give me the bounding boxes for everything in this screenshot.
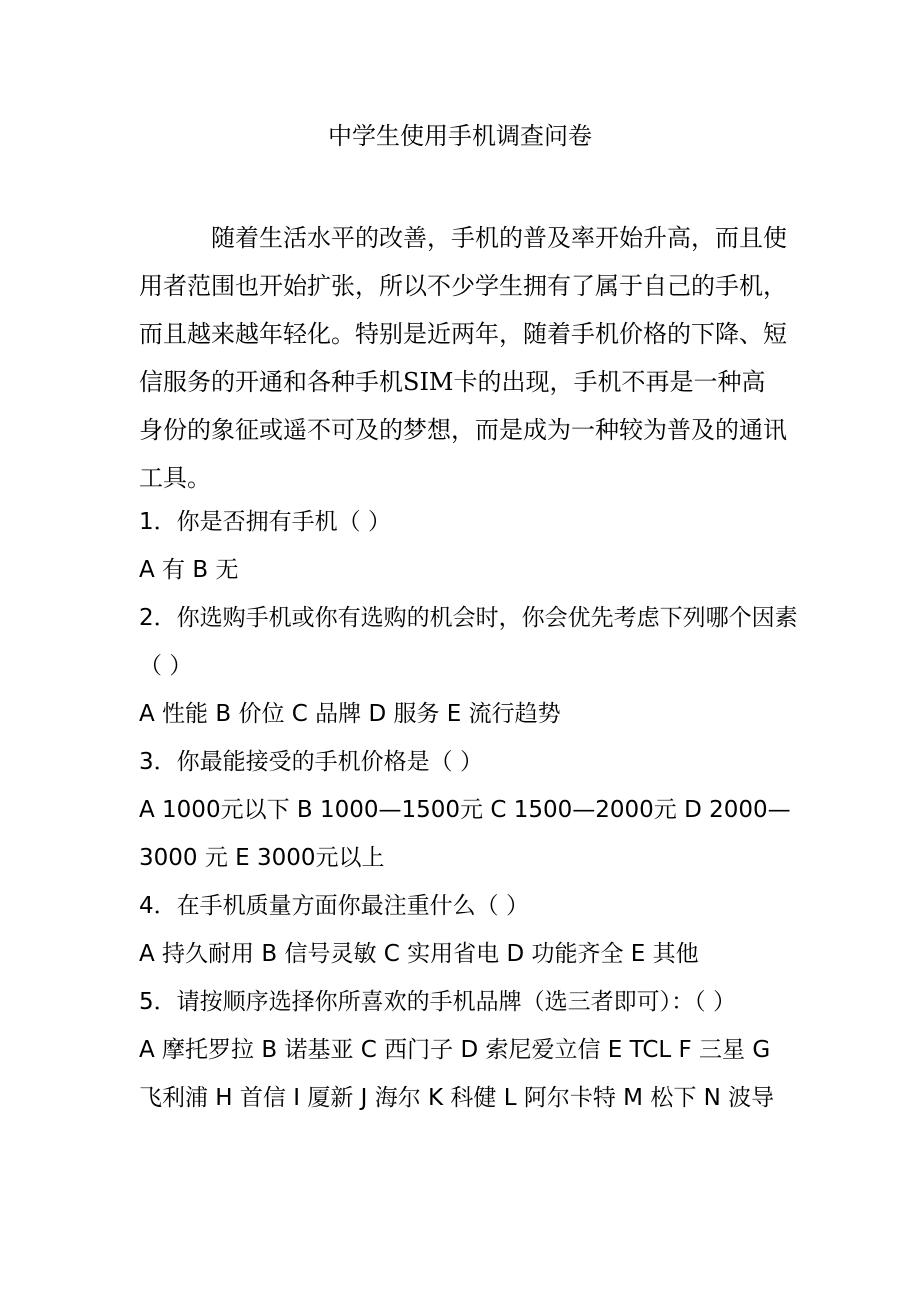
question-item [139, 978, 799, 1122]
question-options: A 性能 B 价位 C 品牌 D 服务 E 流行趋势 [139, 701, 561, 727]
question-options: A 有 B 无 [139, 557, 239, 583]
question-item [139, 738, 799, 882]
question-text: 1．你是否拥有手机（ ） [139, 509, 391, 535]
intro-paragraph: 随着生活水平的改善，手机的普及率开始升高，而且使用者范围也开始扩张，所以不少学生拥有了属于自己的手机，而且越来越年轻化。特别是近两年，随着手机价格的下降、短信服务的开通和各种手机SIM卡的出现，手机不再是一种高身份的象征或遥不可及的梦想，而是成为一种较为普及的通讯工具。 [139, 224, 787, 492]
question-options: A 1000元以下 B 1000—1500元 C 1500—2000元 D 2000—3000 元 E 3000元以上 [139, 797, 791, 871]
question-text: 2．你选购手机或你有选购的机会时，你会优先考虑下列哪个因素（ ） [139, 605, 798, 679]
question-options: A 摩托罗拉 B 诺基亚 C 西门子 D 索尼爱立信 E TCL F 三星 G 飞利浦 H 首信 I 厦新 J 海尔 K 科健 L 阿尔卡特 M 松下 N 波导 [139, 1037, 775, 1111]
question-text: 4．在手机质量方面你最注重什么（ ） [139, 893, 529, 919]
question-text: 3．你最能接受的手机价格是（ ） [139, 749, 483, 775]
question-text: 5．请按顺序选择你所喜欢的手机品牌（选三者即可）：（ ） [139, 989, 736, 1015]
question-item [139, 882, 799, 978]
document-title: 中学生使用手机调查问卷 [328, 122, 592, 150]
question-options: A 持久耐用 B 信号灵敏 C 实用省电 D 功能齐全 E 其他 [139, 941, 699, 967]
question-item [139, 594, 799, 738]
question-item [139, 498, 799, 594]
question-list [139, 498, 799, 1122]
